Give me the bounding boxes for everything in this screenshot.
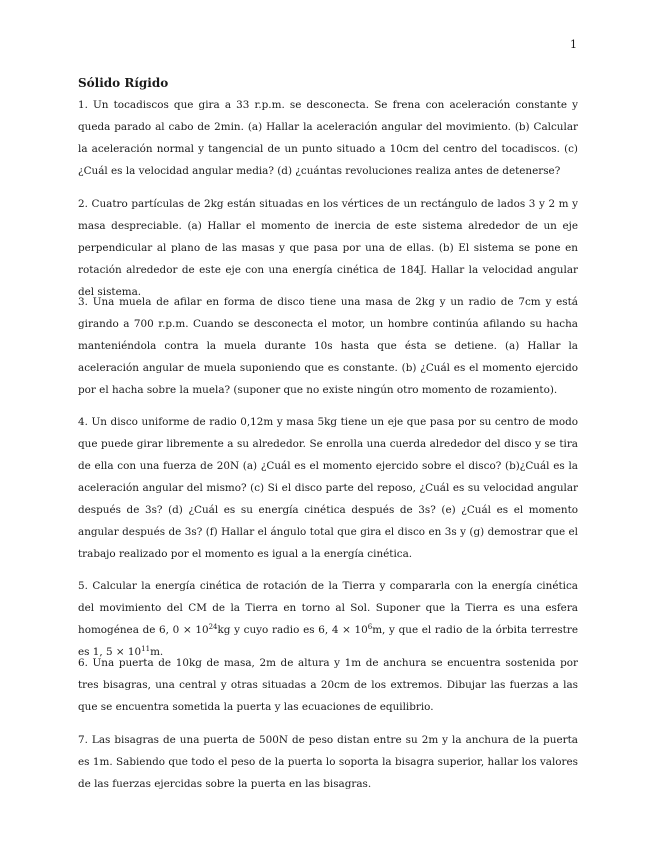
problem-7: 7. Las bisagras de una puerta de 500N de peso distan entre su 2m y la anchura de la puerta es 1m. Sabiendo que todo el peso de la puerta lo soporta la bisagra superior, hallar los valores de las fuerzas ejercidas sobre la puerta en las bisagras. <box>78 734 578 790</box>
problem-5-exponent-a: 24 <box>208 623 218 631</box>
problem-5-text-a: 5. Calcular la energía cinética de rotación de la Tierra y compararla con la energía cinética del movimiento del CM de la Tierra en torno al Sol. Suponer que la Tierra es una esfera homogénea de 6, 0 × 10 <box>78 580 578 636</box>
problem-3: 3. Una muela de afilar en forma de disco tiene una masa de 2kg y un radio de 7cm y está girando a 700 r.p.m. Cuando se desconecta el motor, un hombre continúa afilando su hacha manteniéndola contra la muela durante 10s hasta que ésta se detiene. (a) Hallar la aceleración angular de muela suponiendo que es constante. (b) ¿Cuál es el momento ejercido por el hacha sobre la muela? (suponer que no existe ningún otro momento de rozamiento). <box>78 296 578 396</box>
problem-5-text-b: kg y cuyo radio es 6, 4 × 10 <box>217 624 368 636</box>
section-title: Sólido Rígido <box>78 76 169 90</box>
problem-5-text-c: m, y que el radio de la órbita terrestre es 1, 5 × 10 <box>78 624 578 658</box>
problem-5-exponent-c: 11 <box>141 645 151 653</box>
page-number: 1 <box>570 38 577 51</box>
problem-2: 2. Cuatro partículas de 2kg están situadas en los vértices de un rectángulo de lados 3 y 2 m y masa despreciable. (a) Hallar el momento de inercia de este sistema alrededor de un eje perpendicular al plano de las masas y que pasa por una de ellas. (b) El sistema se pone en rotación alrededor de este eje con una energía cinética de 184J. Hallar la velocidad angular del sistema. <box>78 198 578 298</box>
problem-6: 6. Una puerta de 10kg de masa, 2m de altura y 1m de anchura se encuentra sostenida por tres bisagras, una central y otras situadas a 20cm de los extremos. Dibujar las fuerzas a las que se encuentra sometida la puerta y las ecuaciones de equilibrio. <box>78 657 578 713</box>
problem-5 <box>78 575 578 663</box>
problem-5-text-d: m. <box>150 646 164 658</box>
problem-5-exponent-b: 6 <box>367 623 373 631</box>
problem-4: 4. Un disco uniforme de radio 0,12m y masa 5kg tiene un eje que pasa por su centro de modo que puede girar libremente a su alrededor. Se enrolla una cuerda alrededor del disco y se tira de ella con una fuerza de 20N (a) ¿Cuál es el momento ejercido sobre el disco? (b)¿Cuál es la aceleración angular del mismo? (c) Si el disco parte del reposo, ¿Cuál es su velocidad angular después de 3s? (d) ¿Cuál es su energía cinética después de 3s? (e) ¿Cuál es el momento angular después de 3s? (f) Hallar el ángulo total que gira el disco en 3s y (g) demostrar que el trabajo realizado por el momento es igual a la energía cinética. <box>78 416 578 560</box>
problem-1: 1. Un tocadiscos que gira a 33 r.p.m. se desconecta. Se frena con aceleración constante y queda parado al cabo de 2min. (a) Hallar la aceleración angular del movimiento. (b) Calcular la aceleración normal y tangencial de un punto situado a 10cm del centro del tocadiscos. (c)¿Cuál es la velocidad angular media? (d) ¿cuántas revoluciones realiza antes de detenerse? <box>78 99 578 177</box>
